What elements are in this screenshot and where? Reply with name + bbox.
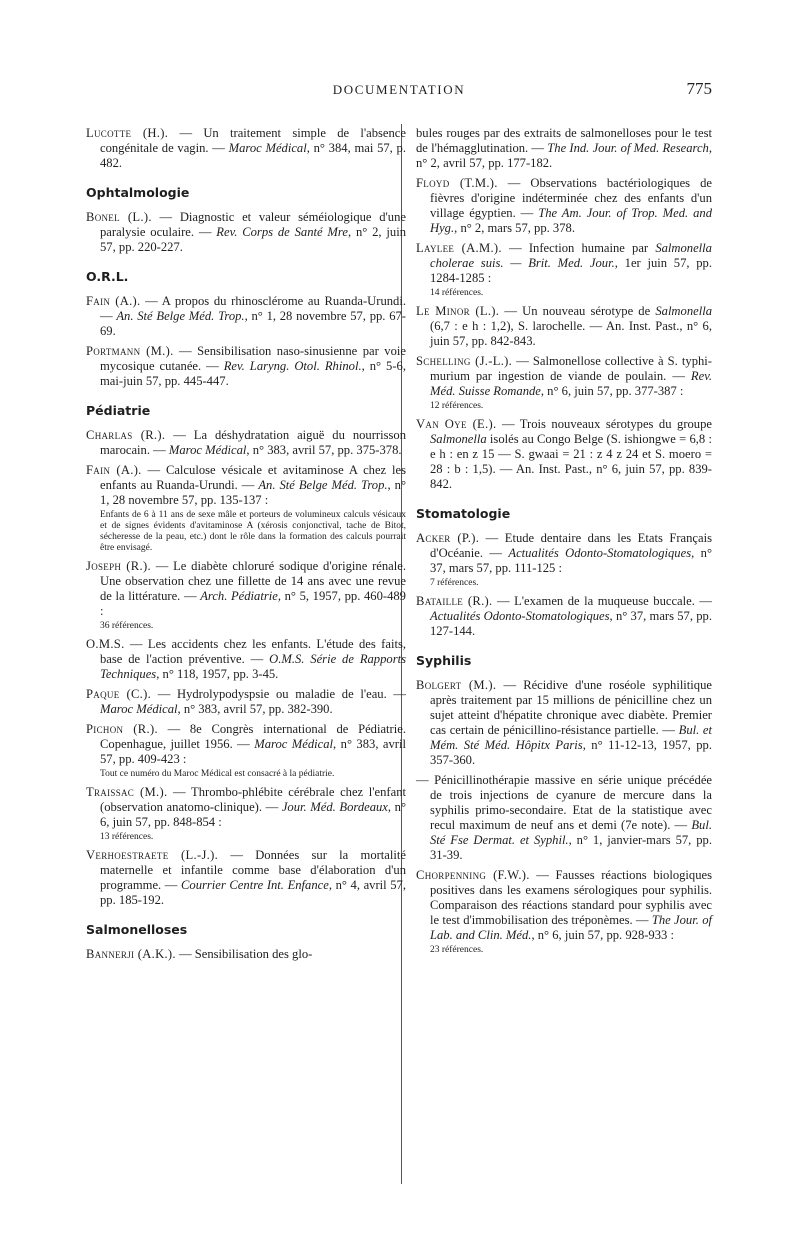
abstract-note: Enfants de 6 à 11 ans de sexe mâle et porteurs de volumineux calculs vésicaux et de signes évidents d'avitaminose A (xérosis conjonctival, tache de Bitot, sécheresse de la peau, etc.) dont le rôle dans la formation des calculs pourrait être envisagé. (100, 510, 406, 553)
section-heading: Salmonelloses (86, 922, 188, 937)
bibliography-entry: Portmann (M.). — Sensibilisation naso-sinusienne par voie mycosique cutanée. — Rev. Laryng. Otol. Rhinol., n° 5-6, mai-juin 57, pp. 445-447. (86, 344, 406, 388)
page-header (86, 79, 712, 104)
bibliography-entry: Bonel (L.). — Diagnostic et valeur séméiologique d'une paralysie oculaire. — Rev. Corps de Santé Mre, n° 2, juin 57, pp. 220-227. (86, 210, 407, 254)
section-heading: Stomatologie (416, 506, 511, 521)
right-column (416, 126, 712, 961)
bibliography-entry: Lucotte (H.). — Un traitement simple de l'absence congénitale de vagin. — Maroc Médical, n° 384, mai 57, p. 482. (86, 126, 406, 170)
bibliography-entry: Traissac (M.). — Thrombo-phlébite cérébrale chez l'enfant (observation anatomo-clinique). — Jour. Méd. Bordeaux, n° 6, juin 57, pp. 848-854 : (86, 785, 407, 829)
reference-count: 14 références. (430, 288, 484, 298)
left-column (86, 126, 406, 967)
bibliography-entry: Charlas (R.). — La déshydratation aiguë du nourrisson marocain. — Maroc Médical, n° 383, avril 57, pp. 375-378. (86, 428, 406, 457)
bibliography-entry: Floyd (T.M.). — Observations bactériologiques de fièvres d'origine indéterminée chez des enfants d'un village égyptien. — The Am. Jour. of Trop. Med. and Hyg., n° 2, mars 57, pp. 378. (416, 176, 712, 235)
bibliography-entry: — Pénicillinothérapie massive en série unique précédée de trois injections de cyanure de mercure dans la syphilis primo-secondaire. Etat de la statistique avec recul maximum de neuf ans et demi (7e note). — Bul. Sté Fse Dermat. et Syphil., n° 1, janvier-mars 57, pp. 31-39. (416, 773, 712, 862)
bibliography-entry: Schelling (J.-L.). — Salmonellose collective à S. typhi-murium par ingestion de viande de poulain. — Rev. Méd. Suisse Romande, n° 6, juin 57, pp. 377-387 : (416, 354, 712, 398)
bibliography-entry: Fain (A.). — A propos du rhinosclérome au Ruanda-Urundi. — An. Sté Belge Méd. Trop., n° 1, 28 novembre 57, pp. 67-69. (86, 294, 406, 338)
reference-count: 23 références. (430, 945, 484, 955)
bibliography-entry: Fain (A.). — Calculose vésicale et avitaminose A chez les enfants au Ruanda-Urundi. — An. Sté Belge Méd. Trop., n° 1, 28 novembre 57, pp. 135-137 : (86, 463, 406, 507)
bibliography-entry: O.M.S. — Les accidents chez les enfants. L'étude des faits, base de l'action préventive. — O.M.S. Série de Rapports Techniques, n° 118, 1957, pp. 3-45. (86, 637, 407, 681)
bibliography-entry: Verhoestraete (L.-J.). — Données sur la mortalité maternelle et infantile comme base d'élaboration d'un programme. — Courrier Centre Int. Enfance, n° 4, avril 57, pp. 185-192. (86, 848, 406, 907)
page-number: 775 (686, 79, 712, 98)
bibliography-entry: Joseph (R.). — Le diabète chloruré sodique d'origine rénale. Une observation chez une fillette de 14 ans avec une revue de la littérature. — Arch. Pédiatrie, n° 5, 1957, pp. 460-489 : (86, 559, 406, 618)
bibliography-entry: Paque (C.). — Hydrolypodyspsie ou maladie de l'eau. — Maroc Médical, n° 383, avril 57, pp. 382-390. (86, 687, 406, 716)
bibliography-entry: Laylee (A.M.). — Infection humaine par Salmonella cholerae suis. — Brit. Med. Jour., 1er juin 57, pp. 1284-1285 : (416, 241, 712, 285)
reference-count: 7 références. (430, 578, 479, 588)
bibliography-entry: Le Minor (L.). — Un nouveau sérotype de Salmonella (6,7 : e h : 1,2), S. larochelle. — An. Inst. Past., n° 6, juin 57, pp. 842-843. (416, 304, 713, 348)
reference-count: 36 références. (100, 621, 154, 631)
section-heading: O.R.L. (86, 269, 129, 284)
bibliography-entry: Pichon (R.). — 8e Congrès international de Pédiatrie. Copenhague, juillet 1956. — Maroc Médical, n° 383, avril 57, pp. 409-423 : (86, 722, 406, 766)
bibliography-entry-continued: bules rouges par des extraits de salmonelloses pour le test de l'hémagglutination. — The Ind. Jour. of Med. Research, n° 2, avril 57, pp. 177-182. (416, 126, 712, 170)
reference-count: 13 références. (100, 832, 154, 842)
bibliography-entry: Acker (P.). — Etude dentaire dans les Etats Français d'Océanie. — Actualités Odonto-Stomatologiques, n° 37, mars 57, pp. 111-125 : (416, 531, 713, 575)
section-heading: Syphilis (416, 653, 472, 668)
reference-count: 12 références. (430, 401, 484, 411)
section-heading: Pédiatrie (86, 403, 151, 418)
abstract-note: Tout ce numéro du Maroc Médical est consacré à la pédiatrie. (100, 769, 335, 779)
bibliography-entry: Bannerji (A.K.). — Sensibilisation des glo- (86, 947, 313, 961)
running-head: DOCUMENTATION (332, 82, 466, 97)
bibliography-entry: Bataille (R.). — L'examen de la muqueuse buccale. — Actualités Odonto-Stomatologiques, n° 37, mars 57, pp. 127-144. (416, 594, 712, 638)
bibliography-entry: Bolgert (M.). — Récidive d'une roséole syphilitique après traitement par 15 millions de pénicilline chez un sujet atteint d'hépatite chronique avec diabète. Premier cas certain de pénicillino-résistance partielle. — Bul. et Mém. Sté Méd. Hôpitx Paris, n° 11-12-13, 1957, pp. 357-360. (416, 678, 713, 767)
section-heading: Ophtalmologie (86, 185, 190, 200)
bibliography-entry: Van Oye (E.). — Trois nouveaux sérotypes du groupe Salmonella isolés au Congo Belge (S. ishiongwe = 6,8 : e h : en z 15 — S. gwaai = 21 : z 4 z 24 et S. moero = 28 : b : 1,5). — An. Inst. Past., n° 6, juin 57, pp. 839-842. (416, 417, 712, 491)
bibliography-entry: Chorpenning (F.W.). — Fausses réactions biologiques positives dans les examens sérologiques pour syphilis. Comparaison des réactions standard pour syphilis avec le test d'immobilisation des tréponèmes. — The Jour. of Lab. and Clin. Méd., n° 6, juin 57, pp. 928-933 : (416, 868, 712, 942)
